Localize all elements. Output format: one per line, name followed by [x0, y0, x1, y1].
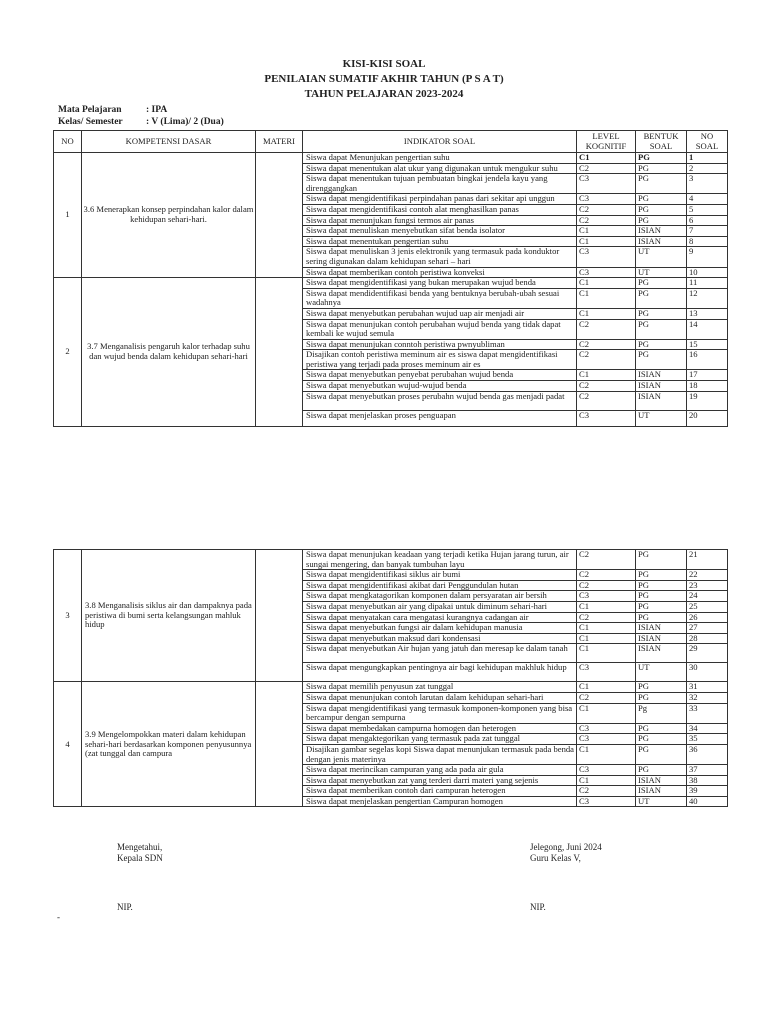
bentuk-cell: PG	[636, 580, 687, 591]
indikator-cell: Siswa dapat menyebutkan proses perubahn wujud benda gas menjadi padat	[303, 391, 577, 410]
soal-no-cell: 17	[687, 370, 728, 381]
level-cell: C3	[577, 723, 636, 734]
soal-no-cell: 36	[687, 744, 728, 764]
level-cell: C3	[577, 591, 636, 602]
indikator-cell: Siswa dapat menjelaskan proses penguapan	[303, 410, 577, 426]
indikator-cell: Siswa dapat menyebutkan maksud dari kondensasi	[303, 633, 577, 644]
bentuk-cell: PG	[636, 591, 687, 602]
soal-no-cell: 35	[687, 734, 728, 745]
level-cell: C1	[577, 633, 636, 644]
col-level: LEVEL KOGNITIF	[577, 131, 636, 153]
indikator-cell: Siswa dapat menunjukan contoh larutan dalam kehidupan sehari-hari	[303, 692, 577, 703]
level-cell: C2	[577, 381, 636, 392]
soal-no-cell: 27	[687, 623, 728, 634]
level-cell: C1	[577, 308, 636, 319]
indikator-cell: Siswa dapat menentukan pengertian suhu	[303, 236, 577, 247]
bentuk-cell: PG	[636, 319, 687, 339]
level-cell: C3	[577, 410, 636, 426]
indikator-cell: Disajikan gambar segelas kopi Siswa dapat menunjukan termasuk pada benda dengan jenis materinya	[303, 744, 577, 764]
bentuk-cell: ISIAN	[636, 370, 687, 381]
level-cell: C2	[577, 350, 636, 370]
indikator-cell: Siswa dapat mengidentifikasi perpindahan panas dari sekitar api unggun	[303, 194, 577, 205]
bentuk-cell: ISIAN	[636, 226, 687, 237]
bentuk-cell: PG	[636, 308, 687, 319]
soal-no-cell: 28	[687, 633, 728, 644]
indikator-cell: Siswa dapat menentukan alat ukur yang digunakan untuk mengukur suhu	[303, 163, 577, 174]
indikator-cell: Siswa dapat membedakan campurna homogen dan heterogen	[303, 723, 577, 734]
soal-no-cell: 10	[687, 267, 728, 278]
kompetensi-dasar: 3.6 Menerapkan konsep perpindahan kalor dalam kehidupan sehari-hari.	[82, 153, 256, 278]
indikator-cell: Siswa dapat memberikan contoh dari campuran heterogen	[303, 786, 577, 797]
footer-right-nip: NIP.	[530, 902, 546, 912]
indikator-cell: Siswa dapat mengungkapkan pentingnya air bagi kehidupan makhluk hidup	[303, 663, 577, 682]
footer-left	[117, 842, 163, 864]
level-cell: C3	[577, 247, 636, 267]
soal-no-cell: 15	[687, 339, 728, 350]
indikator-cell: Siswa dapat menyebutkan Air hujan yang jatuh dan meresap ke dalam tanah	[303, 644, 577, 663]
table-row	[54, 278, 728, 289]
table-row	[54, 682, 728, 693]
indikator-cell: Siswa dapat menyatakan cara mengatasi kurangnya cadangan air	[303, 612, 577, 623]
kisi-table-1	[53, 130, 728, 427]
soal-no-cell: 1	[687, 153, 728, 164]
indikator-cell: Siswa dapat memilih penyusun zat tunggal	[303, 682, 577, 693]
footer-dash: -	[57, 912, 60, 922]
indikator-cell: Siswa dapat menunjukan contoh perubahan wujud benda yang tidak dapat kembali ke wujud semula	[303, 319, 577, 339]
bentuk-cell: PG	[636, 682, 687, 693]
bentuk-cell: PG	[636, 350, 687, 370]
level-cell: C1	[577, 682, 636, 693]
indikator-cell: Siswa dapat menentukan tujuan pembuatan bingkai jendela kayu yang direnggangkan	[303, 174, 577, 194]
soal-no-cell: 25	[687, 601, 728, 612]
bentuk-cell: ISIAN	[636, 236, 687, 247]
soal-no-cell: 19	[687, 391, 728, 410]
indikator-cell: Siswa dapat mengidentifikasi yang bukan merupakan wujud benda	[303, 278, 577, 289]
bentuk-cell: ISIAN	[636, 623, 687, 634]
meta-subject-label: Mata Pelajaran	[58, 105, 122, 115]
indikator-cell: Siswa dapat merincikan campuran yang ada pada air gula	[303, 765, 577, 776]
bentuk-cell: ISIAN	[636, 381, 687, 392]
indikator-cell: Siswa dapat menunjukan fungsi termos air panas	[303, 215, 577, 226]
level-cell: C2	[577, 339, 636, 350]
kompetensi-dasar: 3.9 Mengelompokkan materi dalam kehidupan sehari-hari berdasarkan komponen penyusunnya (zat tunggal dan campura	[82, 682, 256, 807]
bentuk-cell: ISIAN	[636, 644, 687, 663]
level-cell: C2	[577, 550, 636, 570]
bentuk-cell: Pg	[636, 703, 687, 723]
bentuk-cell: PG	[636, 723, 687, 734]
indikator-cell: Siswa dapat menunjukan conntoh peristiwa pwnyubliman	[303, 339, 577, 350]
indikator-cell: Siswa dapat menuliskan menyebutkan sifat benda isolator	[303, 226, 577, 237]
meta-class-value: : V (Lima)/ 2 (Dua)	[146, 117, 224, 127]
bentuk-cell: UT	[636, 796, 687, 807]
soal-no-cell: 2	[687, 163, 728, 174]
kompetensi-dasar: 3.8 Menganalisis siklus air dan dampaknya pada peristiwa di bumi serta kelangsungan mahluk hidup	[82, 550, 256, 682]
level-cell: C2	[577, 215, 636, 226]
materi-cell	[256, 153, 303, 278]
indikator-cell: Siswa dapat menuliskan 3 jenis elektronik yang termasuk pada konduktor sering digunakan dalam kehidupan sehari – hari	[303, 247, 577, 267]
soal-no-cell: 14	[687, 319, 728, 339]
bentuk-cell: PG	[636, 550, 687, 570]
soal-no-cell: 22	[687, 570, 728, 581]
level-cell: C1	[577, 288, 636, 308]
level-cell: C2	[577, 319, 636, 339]
soal-no-cell: 6	[687, 215, 728, 226]
indikator-cell: Siswa dapat menyebutkan zat yang terderi darri materi yang sejenis	[303, 775, 577, 786]
kisi-table-2	[53, 549, 728, 807]
footer-right-line1: Jelegong, Juni 2024	[530, 842, 602, 852]
indikator-cell: Siswa dapat mengidentifikasi siklus air bumi	[303, 570, 577, 581]
section-no: 4	[54, 682, 82, 807]
indikator-cell: Siswa dapat mengkatagorikan komponen dalam persyaratan air bersih	[303, 591, 577, 602]
col-bentuk: BENTUK SOAL	[636, 131, 687, 153]
footer-left-nip: NIP.	[117, 902, 133, 912]
level-cell: C1	[577, 744, 636, 764]
bentuk-cell: ISIAN	[636, 633, 687, 644]
soal-no-cell: 29	[687, 644, 728, 663]
level-cell: C1	[577, 601, 636, 612]
soal-no-cell: 7	[687, 226, 728, 237]
bentuk-cell: PG	[636, 288, 687, 308]
level-cell: C1	[577, 775, 636, 786]
soal-no-cell: 32	[687, 692, 728, 703]
bentuk-cell: ISIAN	[636, 775, 687, 786]
table-row	[54, 550, 728, 570]
footer-left-line2: Kepala SDN	[117, 853, 163, 863]
section-no: 2	[54, 278, 82, 427]
meta-class-label: Kelas/ Semester	[58, 117, 123, 127]
level-cell: C3	[577, 267, 636, 278]
meta-subject	[58, 105, 167, 115]
indikator-cell: Siswa dapat menyebutkan perubahan wujud uap air menjadi air	[303, 308, 577, 319]
soal-no-cell: 33	[687, 703, 728, 723]
level-cell: C3	[577, 765, 636, 776]
kompetensi-dasar: 3.7 Menganalisis pengaruh kalor terhadap suhu dan wujud benda dalam kehidupan sehari-hari	[82, 278, 256, 427]
indikator-cell: Siswa dapat mendidentifikasi benda yang bentuknya berubah-ubah sesuai wadahnya	[303, 288, 577, 308]
indikator-cell: Siswa dapat menyebutkan wujud-wujud benda	[303, 381, 577, 392]
indikator-cell: Siswa dapat menyebutkan fungsi air dalam kehidupan manusia	[303, 623, 577, 634]
indikator-cell: Siswa dapat mengidentifikasi akibat dari Penggundulan hutan	[303, 580, 577, 591]
bentuk-cell: UT	[636, 247, 687, 267]
section-no: 3	[54, 550, 82, 682]
indikator-cell: Siswa dapat mengaktegorikan yang termasuk pada zat tunggal	[303, 734, 577, 745]
title-line-1: KISI-KISI SOAL	[342, 58, 426, 70]
bentuk-cell: PG	[636, 153, 687, 164]
bentuk-cell: PG	[636, 692, 687, 703]
soal-no-cell: 31	[687, 682, 728, 693]
level-cell: C1	[577, 370, 636, 381]
level-cell: C2	[577, 570, 636, 581]
indikator-cell: Siswa dapat mengidentifikasi contoh alat menghasilkan panas	[303, 204, 577, 215]
bentuk-cell: ISIAN	[636, 391, 687, 410]
level-cell: C3	[577, 796, 636, 807]
indikator-cell: Disajikan contoh peristiwa meminum air es siswa dapat mengidentifikasi peristiwa yang terjadi pada proses meminum air es	[303, 350, 577, 370]
soal-no-cell: 26	[687, 612, 728, 623]
meta-class	[58, 117, 224, 127]
soal-no-cell: 38	[687, 775, 728, 786]
indikator-cell: Siswa dapat menyebutkan penyebat perubahan wujud benda	[303, 370, 577, 381]
level-cell: C3	[577, 174, 636, 194]
level-cell: C3	[577, 194, 636, 205]
level-cell: C1	[577, 644, 636, 663]
soal-no-cell: 12	[687, 288, 728, 308]
level-cell: C2	[577, 612, 636, 623]
soal-no-cell: 21	[687, 550, 728, 570]
soal-no-cell: 40	[687, 796, 728, 807]
soal-no-cell: 11	[687, 278, 728, 289]
bentuk-cell: PG	[636, 278, 687, 289]
bentuk-cell: PG	[636, 215, 687, 226]
soal-no-cell: 23	[687, 580, 728, 591]
level-cell: C2	[577, 580, 636, 591]
level-cell: C1	[577, 153, 636, 164]
indikator-cell: Siswa dapat memberikan contoh peristiwa konveksi	[303, 267, 577, 278]
footer-right-line2: Guru Kelas V,	[530, 853, 581, 863]
title-line-3: TAHUN PELAJARAN 2023-2024	[304, 88, 464, 100]
bentuk-cell: UT	[636, 663, 687, 682]
bentuk-cell: PG	[636, 339, 687, 350]
soal-no-cell: 8	[687, 236, 728, 247]
footer-left-line1: Mengetahui,	[117, 842, 163, 852]
level-cell: C2	[577, 391, 636, 410]
soal-no-cell: 34	[687, 723, 728, 734]
bentuk-cell: ISIAN	[636, 786, 687, 797]
bentuk-cell: PG	[636, 765, 687, 776]
meta-subject-value: : IPA	[146, 105, 168, 115]
bentuk-cell: PG	[636, 612, 687, 623]
level-cell: C1	[577, 236, 636, 247]
soal-no-cell: 30	[687, 663, 728, 682]
soal-no-cell: 16	[687, 350, 728, 370]
level-cell: C2	[577, 786, 636, 797]
materi-cell	[256, 682, 303, 807]
level-cell: C3	[577, 663, 636, 682]
soal-no-cell: 20	[687, 410, 728, 426]
section-no: 1	[54, 153, 82, 278]
bentuk-cell: PG	[636, 570, 687, 581]
bentuk-cell: PG	[636, 744, 687, 764]
soal-no-cell: 37	[687, 765, 728, 776]
indikator-cell: Siswa dapat mengidentifikasi yang termasuk komponen-komponen yang bisa bercampur dengan sempurna	[303, 703, 577, 723]
title-line-2: PENILAIAN SUMATIF AKHIR TAHUN (P S A T)	[264, 73, 504, 85]
soal-no-cell: 9	[687, 247, 728, 267]
soal-no-cell: 24	[687, 591, 728, 602]
soal-no-cell: 3	[687, 174, 728, 194]
col-materi: MATERI	[256, 131, 303, 153]
col-kd: KOMPETENSI DASAR	[82, 131, 256, 153]
bentuk-cell: PG	[636, 601, 687, 612]
soal-no-cell: 13	[687, 308, 728, 319]
soal-no-cell: 39	[687, 786, 728, 797]
footer-right	[530, 842, 602, 864]
level-cell: C1	[577, 703, 636, 723]
bentuk-cell: PG	[636, 204, 687, 215]
bentuk-cell: PG	[636, 163, 687, 174]
level-cell: C2	[577, 163, 636, 174]
col-indikator: INDIKATOR SOAL	[303, 131, 577, 153]
level-cell: C2	[577, 692, 636, 703]
indikator-cell: Siswa dapat menunjukan keadaan yang terjadi ketika Hujan jarang turun, air sungai mengering, dan banyak tumbuhan layu	[303, 550, 577, 570]
soal-no-cell: 4	[687, 194, 728, 205]
table-row	[54, 153, 728, 164]
bentuk-cell: UT	[636, 267, 687, 278]
level-cell: C1	[577, 226, 636, 237]
bentuk-cell: PG	[636, 194, 687, 205]
level-cell: C3	[577, 734, 636, 745]
bentuk-cell: UT	[636, 410, 687, 426]
col-no: NO	[54, 131, 82, 153]
materi-cell	[256, 550, 303, 682]
indikator-cell: Siswa dapat menyebutkan air yang dipakai untuk diminum sehari-hari	[303, 601, 577, 612]
indikator-cell: Siswa dapat Menunjukan pengertian suhu	[303, 153, 577, 164]
level-cell: C1	[577, 623, 636, 634]
bentuk-cell: PG	[636, 174, 687, 194]
materi-cell	[256, 278, 303, 427]
soal-no-cell: 5	[687, 204, 728, 215]
level-cell: C1	[577, 278, 636, 289]
bentuk-cell: PG	[636, 734, 687, 745]
col-nosoal: NO SOAL	[687, 131, 728, 153]
soal-no-cell: 18	[687, 381, 728, 392]
indikator-cell: Siswa dapat menjelaskan pengertian Campuran homogen	[303, 796, 577, 807]
level-cell: C2	[577, 204, 636, 215]
